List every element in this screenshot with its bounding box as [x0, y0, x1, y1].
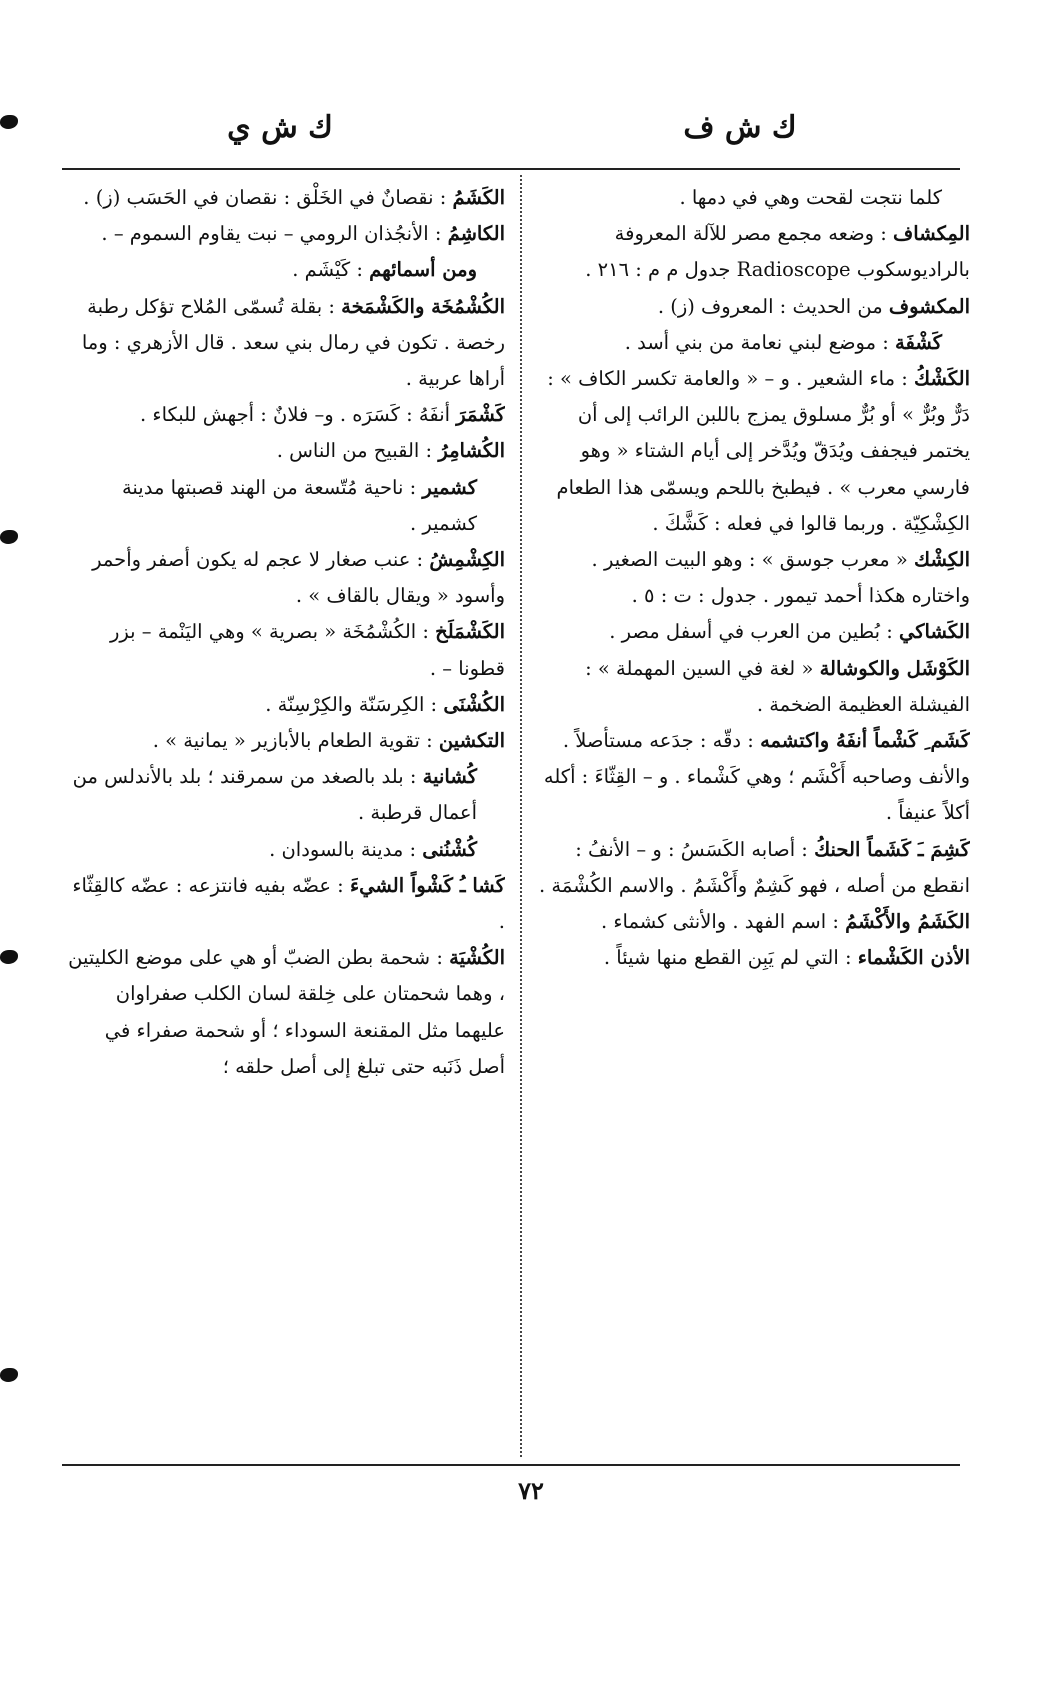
- entry-definition: : موضع لبني نعامة من بني أسد .: [624, 330, 895, 354]
- right-column: [530, 180, 970, 1460]
- entry-definition: « معرب جوسق » : وهو البيت الصغير . واختاره هكذا أحمد تيمور . جدول : ت : ٥ .: [591, 548, 970, 608]
- top-rule: [62, 168, 960, 170]
- scan-mark-icon: [0, 950, 18, 964]
- entry-headword: كَشا ـُ كَشْواً الشيءَ: [349, 873, 505, 897]
- entry-definition: أنفَهُ : كَسَرَه . و– فلانٌ : أجهش للبكاء .: [140, 403, 457, 427]
- dictionary-entry: [65, 723, 505, 759]
- dictionary-entry: [530, 325, 970, 361]
- dictionary-entry: [65, 433, 505, 469]
- dictionary-entry: [530, 180, 970, 216]
- entry-headword: كشمير: [422, 475, 477, 499]
- entry-definition: : الكِرسَنّة والكِرْسِنّة .: [265, 692, 444, 716]
- dictionary-entry: [65, 940, 505, 1085]
- entry-definition: : بُطين من العرب في أسفل مصر .: [609, 620, 899, 644]
- entry-headword: الكُشْيَة: [449, 946, 505, 970]
- dictionary-entry: [65, 397, 505, 433]
- scan-mark-icon: [0, 1368, 18, 1382]
- entry-headword: كَشَم ِ كَشْماً أنفَهُ واكتشمه: [760, 729, 970, 753]
- dictionary-entry: [65, 470, 505, 542]
- entry-headword: كَشْفَة: [895, 330, 942, 354]
- entry-definition: : مدينة بالسودان .: [269, 837, 423, 861]
- entry-headword: الكَشاكي: [898, 620, 970, 644]
- entry-definition: : دقّه : جدَعه مستأصلاً . والأنف وصاحبه أَكْشَم ؛ وهي كَشْماء . و – القِثّاءَ : أكله أكلاً عنيفاً .: [543, 729, 970, 825]
- dictionary-entry: [65, 252, 505, 288]
- dictionary-entry: [530, 904, 970, 940]
- entry-headword: كُشْنُنى: [422, 837, 477, 861]
- entry-definition: : تقوية الطعام بالأبازير « يمانية » .: [152, 729, 439, 753]
- entry-headword: كَشِمَ ـَ كَشَماً الحنكُ: [814, 837, 970, 861]
- dictionary-entry: [530, 651, 970, 723]
- entry-headword: الكُشْمُخَة والكَشْمَخة: [341, 294, 505, 318]
- entry-headword: الكُشامِرُ: [438, 439, 505, 463]
- entry-headword: المِكشاف: [893, 222, 970, 246]
- dictionary-entry: [530, 361, 970, 542]
- entry-headword: الأذن الكَشْماء: [857, 946, 970, 970]
- right-column-root-header: ك ش ف: [683, 110, 797, 145]
- entry-definition: : التي لم يَبِن القطع منها شيئاً .: [603, 946, 858, 970]
- entry-headword: الكُشْنَى: [443, 692, 505, 716]
- entry-headword: الكِشْمِشُ: [429, 548, 505, 572]
- dictionary-entry: [65, 832, 505, 868]
- entry-definition: من الحديث : المعروف (ز) .: [657, 294, 889, 318]
- bottom-rule: [62, 1464, 960, 1466]
- entry-headword: كَشْمَرَ: [456, 403, 505, 427]
- entry-definition: : الكُشْمُخَة « بصرية » وهي اليَنْمة – بزر قطونا – .: [109, 620, 505, 680]
- scan-mark-icon: [0, 530, 18, 544]
- dictionary-entry: [65, 868, 505, 940]
- entry-definition: : شحمة بطن الضبّ أو هي على موضع الكليتين ، وهما شحمتان على خِلقة لسان الكلب صفراوان عليهما مثل المقنعة السوداء ؛ أو شحمة صفراء في أصل ذَنَبه حتى تبلغ إلى أصل حلقه ؛: [68, 946, 505, 1078]
- dictionary-entry: [530, 289, 970, 325]
- entry-headword: الكَشْمَلَخ: [435, 620, 505, 644]
- entry-definition: : كَيْشَم .: [292, 258, 370, 282]
- column-separator: [520, 175, 522, 1457]
- dictionary-entry: [65, 687, 505, 723]
- left-column-root-header: ك ش ي: [227, 110, 333, 145]
- dictionary-entry: [530, 216, 970, 288]
- dictionary-entry: [530, 723, 970, 832]
- entry-headword: كُشانية: [422, 765, 477, 789]
- entry-definition: : ماء الشعير . و – « والعامة تكسر الكاف » : دَرٌّ وبُرٌّ » أو بُرٌّ مسلوق يمزج باللبن الرائب إلى أن يختمر فيجفف ويُدَقّ ويُدَّخر إلى أيام الشتاء « وهو فارسي معرب » . فيطبخ باللحم ويسمّى هذا الطعام الكِشْكِيّة . وربما قالوا في فعله : كَشَّكَ .: [547, 367, 970, 535]
- entry-headword: الكَشَمُ: [452, 186, 505, 209]
- page-number: ٧٢: [518, 1476, 544, 1505]
- entry-headword: الكَوْشَل والكوشالة: [819, 656, 970, 680]
- entry-definition: : ناحية مُتّسعة من الهند قصبتها مدينة كشمير .: [121, 475, 477, 535]
- entry-definition: « لغة في السين المهملة » : الفيشلة العظيمة الضخمة .: [585, 656, 970, 716]
- entry-definition: : عضّه بفيه فانتزعه : عضّه كالقِثّاء .: [72, 873, 505, 934]
- entry-headword: الكَشَمُ والأَكْشَمُ: [845, 910, 970, 934]
- dictionary-entry: [530, 940, 970, 976]
- entry-definition: كلما نتجت لقحت وهي في دمها .: [679, 186, 942, 209]
- entry-definition: : اسم الفهد . والأنثى كشماء .: [600, 910, 846, 934]
- dictionary-entry: [65, 289, 505, 398]
- entry-headword: الكِشْك: [914, 548, 970, 572]
- dictionary-entry: [65, 614, 505, 686]
- entry-headword: الكاشِمُ: [447, 222, 505, 246]
- dictionary-entry: [530, 542, 970, 614]
- entry-definition: : عنب صغار لا عجم له يكون أصفر وأحمر وأسود « ويقال بالقاف » .: [92, 548, 505, 608]
- entry-definition: : بلد بالصغد من سمرقند ؛ بلد بالأندلس من أعمال قرطبة .: [72, 765, 477, 825]
- dictionary-entry: [530, 832, 970, 904]
- entry-definition: : القبيح من الناس .: [276, 439, 439, 463]
- entry-definition: : أصابه الكَسَسُ : و – الأنفُ : انقطع من أصله ، فهو كَشِمٌ وأَكْشَمُ . والاسم الكُشْمَة .: [539, 837, 970, 897]
- dictionary-entry: [65, 542, 505, 614]
- entry-headword: المكشوف: [888, 294, 970, 318]
- entry-definition: : الأنجُذان الرومي – نبت يقاوم السموم – .: [101, 222, 448, 246]
- dictionary-entry: [530, 614, 970, 650]
- entry-headword: ومن أسمائهم: [369, 258, 477, 282]
- entry-headword: التكشين: [438, 729, 505, 753]
- entry-definition: : وضعه مجمع مصر للآلة المعروفة بالراديوسكوب Radioscope جدول م م : ٢١٦ .: [585, 222, 970, 282]
- entry-definition: : نقصانٌ في الخَلْق : نقصان في الحَسَب (ز) .: [83, 186, 453, 209]
- entry-definition: : بقلة تُسمّى المُلاح تؤكل رطبة رخصة . تكون في رمال بني سعد . قال الأزهري : وما أراها عربية .: [81, 294, 505, 391]
- entry-headword: الكَشْكُ: [914, 367, 970, 391]
- scan-mark-icon: [0, 115, 18, 129]
- left-column: [65, 180, 505, 1460]
- dictionary-entry: [65, 180, 505, 216]
- dictionary-entry: [65, 759, 505, 831]
- dictionary-entry: [65, 216, 505, 252]
